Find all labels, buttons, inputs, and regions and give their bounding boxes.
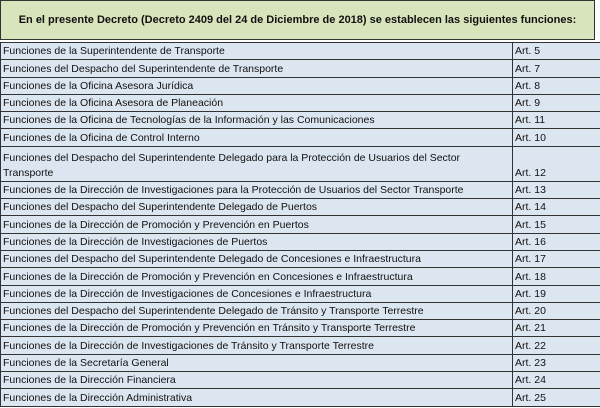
article-cell[interactable]: Art. 11 bbox=[513, 112, 600, 129]
decree-header: En el presente Decreto (Decreto 2409 del 24 de Diciembre de 2018) se establecen las siguientes funciones: bbox=[0, 0, 595, 40]
function-cell[interactable]: Funciones del Despacho del Superintendente de Transporte bbox=[1, 60, 513, 77]
article-cell[interactable]: Art. 21 bbox=[513, 320, 600, 337]
table-row bbox=[1, 181, 600, 198]
function-cell[interactable]: Funciones de la Dirección Financiera bbox=[1, 372, 513, 389]
article-cell[interactable]: Art. 17 bbox=[513, 250, 600, 267]
function-cell[interactable]: Funciones de la Dirección de Investigaciones para la Protección de Usuarios del Sector Transporte bbox=[1, 181, 513, 198]
function-cell[interactable]: Funciones de la Dirección de Promoción y Prevención en Concesiones e Infraestructura bbox=[1, 268, 513, 285]
article-cell[interactable]: Art. 19 bbox=[513, 285, 600, 302]
table-row bbox=[1, 250, 600, 267]
function-cell[interactable]: Funciones de la Dirección de Investigaciones de Puertos bbox=[1, 233, 513, 250]
table-row bbox=[1, 77, 600, 94]
article-cell[interactable]: Art. 14 bbox=[513, 199, 600, 216]
article-cell[interactable]: Art. 7 bbox=[513, 60, 600, 77]
table-row bbox=[1, 372, 600, 389]
article-cell[interactable]: Art. 10 bbox=[513, 129, 600, 146]
functions-table bbox=[0, 42, 600, 407]
function-cell[interactable]: Funciones del Despacho del Superintendente Delegado de Puertos bbox=[1, 199, 513, 216]
article-cell[interactable]: Art. 24 bbox=[513, 372, 600, 389]
article-cell[interactable]: Art. 16 bbox=[513, 233, 600, 250]
function-cell[interactable]: Funciones de la Dirección de Investigaciones de Tránsito y Transporte Terrestre bbox=[1, 337, 513, 354]
function-cell[interactable]: Funciones de la Oficina de Tecnologías de la Información y las Comunicaciones bbox=[1, 112, 513, 129]
function-cell[interactable]: Funciones del Despacho del Superintendente Delegado de Concesiones e Infraestructura bbox=[1, 250, 513, 267]
table-row bbox=[1, 337, 600, 354]
table-row bbox=[1, 354, 600, 371]
function-cell[interactable]: Funciones de la Dirección de Promoción y Prevención en Puertos bbox=[1, 216, 513, 233]
table-row bbox=[1, 320, 600, 337]
function-cell[interactable]: Funciones del Despacho del Superintendente Delegado de Tránsito y Transporte Terrestre bbox=[1, 302, 513, 319]
table-row bbox=[1, 389, 600, 406]
function-cell[interactable]: Funciones de la Oficina Asesora de Planeación bbox=[1, 94, 513, 111]
article-cell[interactable]: Art. 15 bbox=[513, 216, 600, 233]
article-cell[interactable]: Art. 20 bbox=[513, 302, 600, 319]
table-row bbox=[1, 129, 600, 146]
function-cell[interactable]: Funciones de la Oficina de Control Interno bbox=[1, 129, 513, 146]
article-cell[interactable]: Art. 18 bbox=[513, 268, 600, 285]
article-cell[interactable]: Art. 9 bbox=[513, 94, 600, 111]
table-row bbox=[1, 268, 600, 285]
function-cell[interactable]: Funciones de la Dirección Administrativa bbox=[1, 389, 513, 406]
table-row bbox=[1, 94, 600, 111]
article-cell[interactable]: Art. 5 bbox=[513, 43, 600, 60]
function-cell[interactable]: Funciones de la Dirección de Investigaciones de Concesiones e Infraestructura bbox=[1, 285, 513, 302]
table-row bbox=[1, 216, 600, 233]
function-cell[interactable]: Funciones del Despacho del Superintendente Delegado para la Protección de Usuarios del Sector Transporte bbox=[1, 146, 513, 181]
table-row bbox=[1, 146, 600, 181]
table-row bbox=[1, 233, 600, 250]
function-cell[interactable]: Funciones de la Superintendente de Transporte bbox=[1, 43, 513, 60]
article-cell[interactable]: Art. 22 bbox=[513, 337, 600, 354]
article-cell[interactable]: Art. 8 bbox=[513, 77, 600, 94]
function-cell[interactable]: Funciones de la Dirección de Promoción y Prevención en Tránsito y Transporte Terrestre bbox=[1, 320, 513, 337]
table-row bbox=[1, 199, 600, 216]
table-row bbox=[1, 43, 600, 60]
function-cell[interactable]: Funciones de la Secretaría General bbox=[1, 354, 513, 371]
table-row bbox=[1, 112, 600, 129]
function-cell[interactable]: Funciones de la Oficina Asesora Jurídica bbox=[1, 77, 513, 94]
table-row bbox=[1, 60, 600, 77]
table-row bbox=[1, 302, 600, 319]
article-cell[interactable]: Art. 12 bbox=[513, 146, 600, 181]
article-cell[interactable]: Art. 25 bbox=[513, 389, 600, 406]
table-row bbox=[1, 285, 600, 302]
article-cell[interactable]: Art. 23 bbox=[513, 354, 600, 371]
article-cell[interactable]: Art. 13 bbox=[513, 181, 600, 198]
